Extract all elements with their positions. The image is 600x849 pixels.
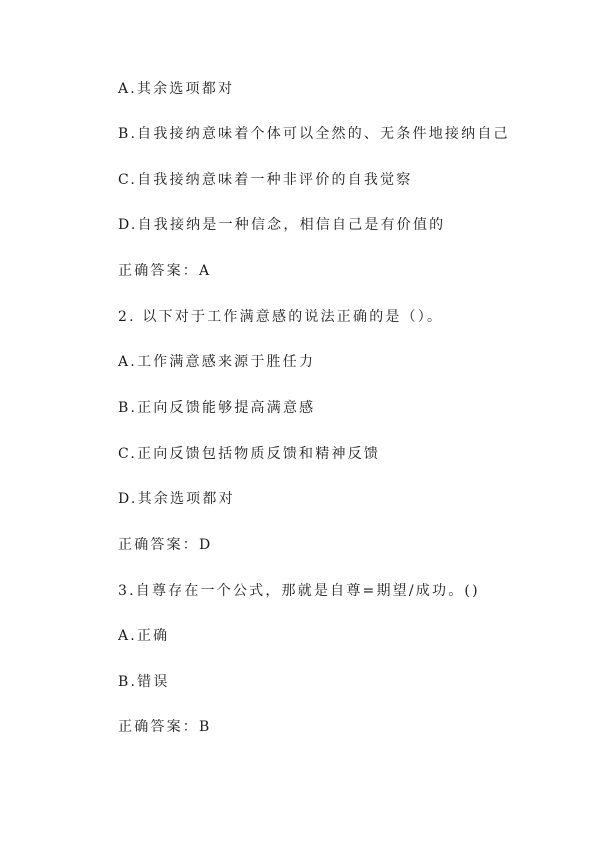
q2-answer: 正确答案：D bbox=[118, 537, 213, 553]
q2-option-a: A.工作满意感来源于胜任力 bbox=[118, 354, 316, 370]
q3-option-b: B.错误 bbox=[118, 674, 170, 690]
q2-option-c: C.正向反馈包括物质反馈和精神反馈 bbox=[118, 446, 381, 462]
q1-option-b: B.自我接纳意味着个体可以全然的、无条件地接纳自己 bbox=[118, 126, 510, 142]
q2-stem: 2. 以下对于工作满意感的说法正确的是（）。 bbox=[118, 309, 444, 325]
q3-option-a: A.正确 bbox=[118, 628, 170, 644]
q1-option-c: C.自我接纳意味着一种非评价的自我觉察 bbox=[118, 172, 413, 188]
q1-option-d: D.自我接纳是一种信念，相信自己是有价值的 bbox=[118, 217, 446, 233]
q3-answer: 正确答案：B bbox=[118, 719, 212, 735]
q3-stem: 3.自尊存在一个公式，那就是自尊=期望/成功。() bbox=[118, 583, 480, 599]
q1-answer: 正确答案：A bbox=[118, 263, 212, 279]
q1-option-a: A.其余选项都对 bbox=[118, 81, 235, 97]
q2-option-b: B.正向反馈能够提高满意感 bbox=[118, 400, 316, 416]
q2-option-d: D.其余选项都对 bbox=[118, 491, 235, 507]
